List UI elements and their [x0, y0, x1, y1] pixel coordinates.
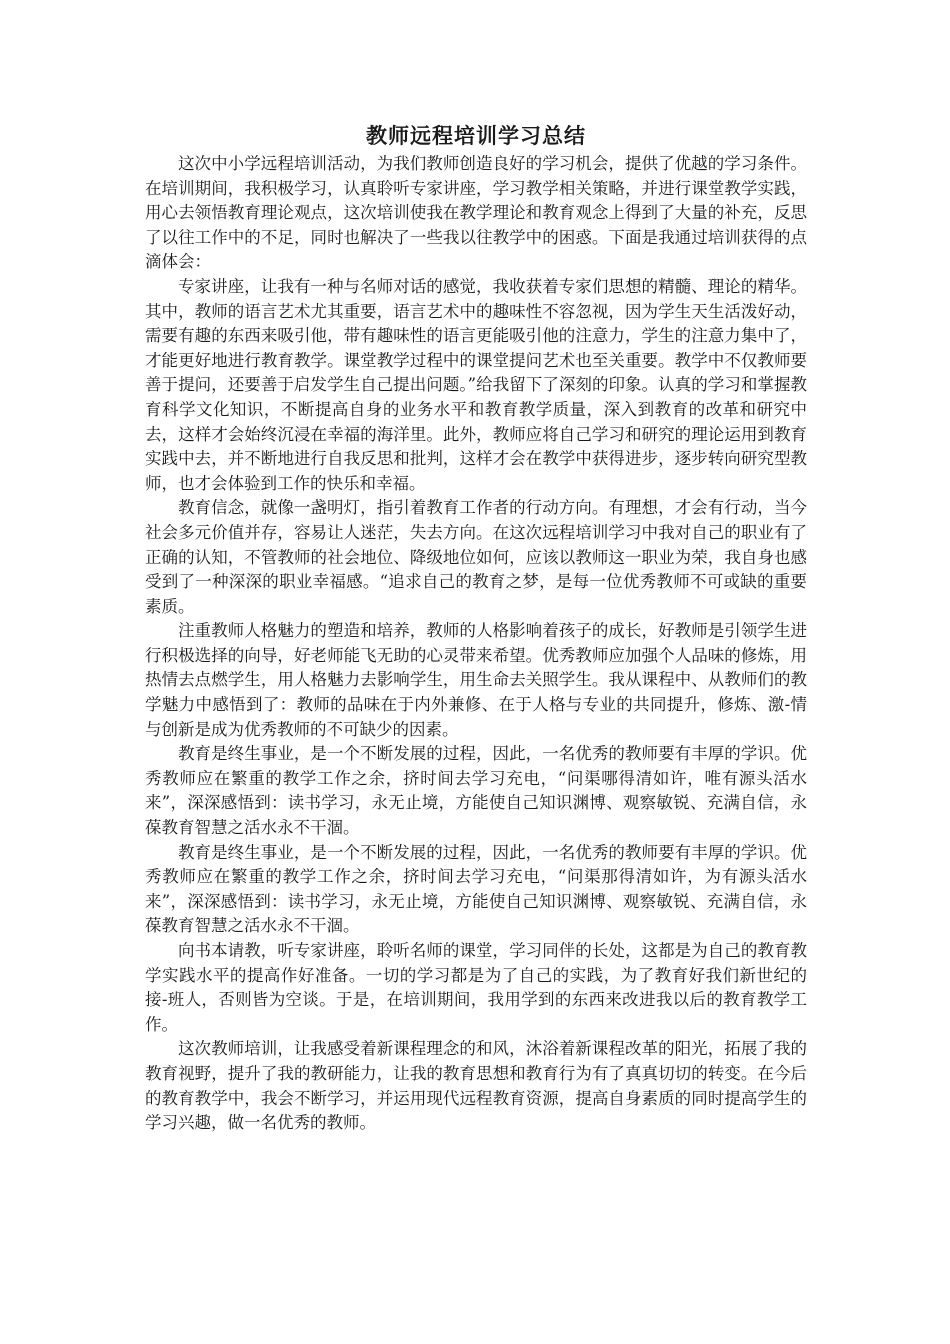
paragraph-lifelong-learning-2: 教育是终生事业，是一个不断发展的过程，因此，一名优秀的教师要有丰厚的学识。优秀教师应在繁重的教学工作之余，挤时间去学习充电，“问渠那得清如许，为有源头活水来”，深深感悟到：读书学习，永无止境，方能使自己知识渊博、观察敏锐、充满自信，永葆教育智慧之活水永不干涸。 [145, 842, 807, 936]
paragraph-intro: 这次中小学远程培训活动，为我们教师创造良好的学习机会，提供了优越的学习条件。在培训期间，我积极学习，认真聆听专家讲座，学习教学相关策略，并进行课堂教学实践，用心去领悟教育理论观点，这次培训使我在教学理论和教育观念上得到了大量的补充，反思了以往工作中的不足，同时也解决了一些我以往教学中的困惑。下面是我通过培训获得的点滴体会： [145, 154, 807, 272]
document-page [145, 120, 807, 1136]
paragraph-learning-from-others: 向书本请教，听专家讲座，聆听名师的课堂，学习同伴的长处，这都是为自己的教育教学实践水平的提高作好准备。一切的学习都是为了自己的实践，为了教育好我们新世纪的接-班人，否则皆为空谈。于是，在培训期间，我用学到的东西来改进我以后的教育教学工作。 [145, 941, 807, 1034]
paragraph-education-belief: 教育信念，就像一盏明灯，指引着教育工作者的行动方向。有理想，才会有行动，当今社会多元价值并存，容易让人迷茫，失去方向。在这次远程培训学习中我对自己的职业有了正确的认知，不管教师的社会地位、降级地位如何，应该以教师这一职业为荣，我自身也感受到了一种深深的职业幸福感。“追求自己的教育之梦，是每一位优秀教师不可或缺的重要素质。 [145, 498, 807, 616]
paragraph-expert-lectures: 专家讲座，让我有一种与名师对话的感觉，我收获着专家们思想的精髓、理论的精华。其中，教师的语言艺术尤其重要，语言艺术中的趣味性不容忽视，因为学生天生活泼好动，需要有趣的东西来吸引他，带有趣味性的语言更能吸引他的注意力，学生的注意力集中了，才能更好地进行教育教学。课堂教学过程中的课堂提问艺术也至关重要。教学中不仅教师要善于提问，还要善于启发学生自己提出问题。”给我留下了深刻的印象。认真的学习和掌握教育科学文化知识，不断提高自身的业务水平和教育教学质量，深入到教育的改革和研究中去，这样才会始终沉浸在幸福的海洋里。此外，教师应将自己学习和研究的理论运用到教育实践中去，并不断地进行自我反思和批判，这样才会在教学中获得进步，逐步转向研究型教师，也才会体验到工作的快乐和幸福。 [145, 276, 807, 493]
paragraph-lifelong-learning-1: 教育是终生事业，是一个不断发展的过程，因此，一名优秀的教师要有丰厚的学识。优秀教师应在繁重的教学工作之余，挤时间去学习充电，“问渠哪得清如许，唯有源头活水来”，深深感悟到：读书学习，永无止境，方能使自己知识渊博、观察敏锐、充满自信，永葆教育智慧之活水永不干涸。 [145, 744, 807, 838]
document-title: 教师远程培训学习总结 [366, 124, 586, 148]
paragraph-personal-charm: 注重教师人格魅力的塑造和培养，教师的人格影响着孩子的成长，好教师是引领学生进行积极选择的向导，好老师能飞无助的心灵带来希望。优秀教师应加强个人品味的修炼，用热情去点燃学生，用人格魅力去影响学生，用生命去关照学生。我从课程中、从教师们的教学魅力中感悟到了：教师的品味在于内外兼修、在于人格与专业的共同提升，修炼、激-情与创新是成为优秀教师的不可缺少的因素。 [145, 621, 807, 739]
paragraph-conclusion: 这次教师培训，让我感受着新课程理念的和风，沐浴着新课程改革的阳光，拓展了我的教育视野，提升了我的教研能力，让我的教育思想和教育行为有了真真切切的转变。在今后的教育教学中，我会不断学习，并运用现代远程教育资源，提高自身素质的同时提高学生的学习兴趣，做一名优秀的教师。 [145, 1039, 807, 1133]
